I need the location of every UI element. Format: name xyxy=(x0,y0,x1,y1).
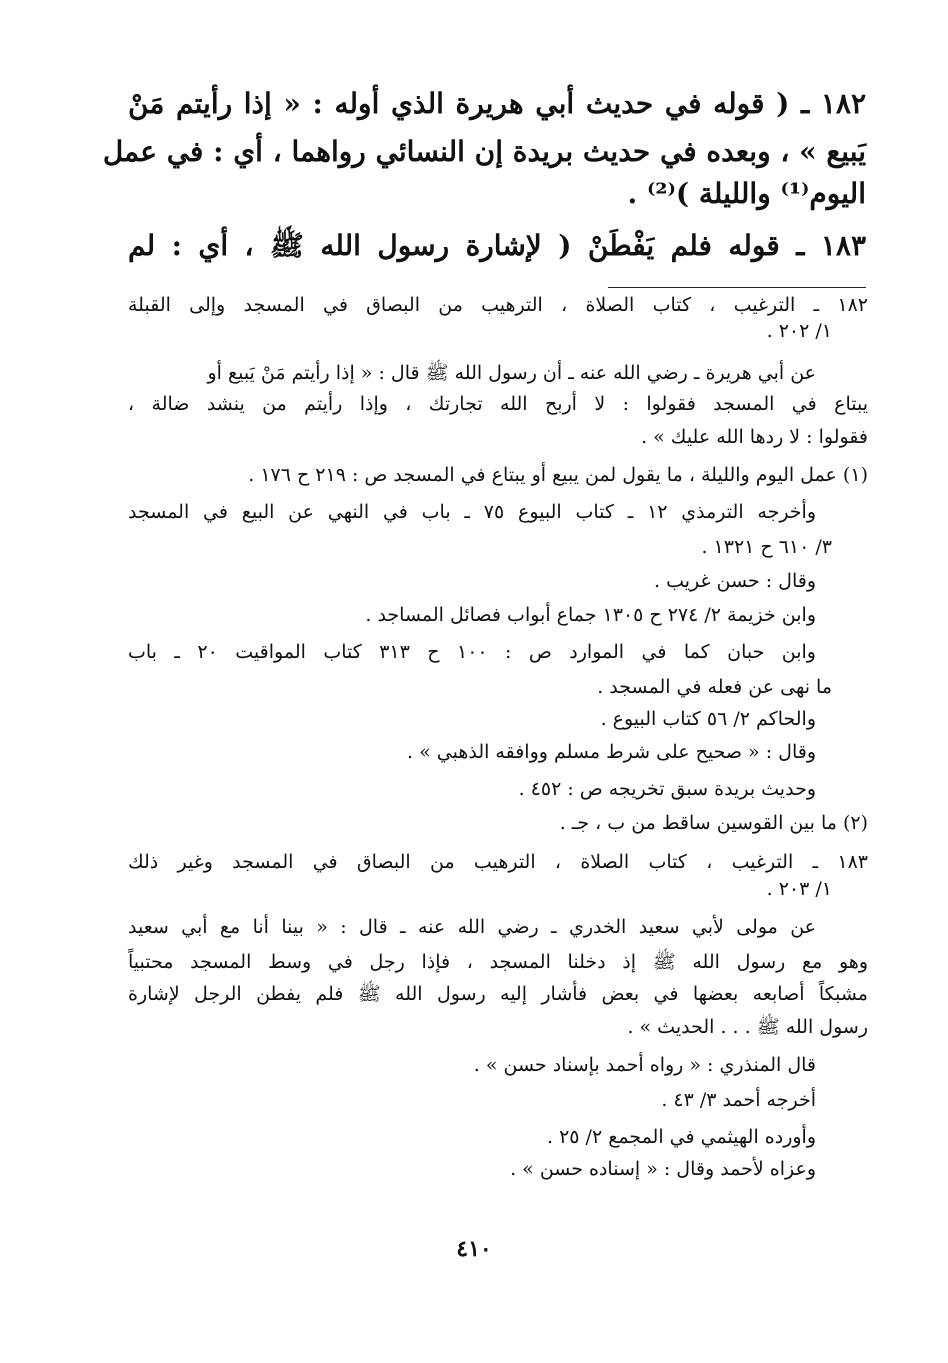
footnote-1-line-9: وقال : « صحيح على شرط مسلم ووافقه الذهبي » . xyxy=(407,741,816,763)
footnote-183-hadith-2: وهو مع رسول الله ﷺ إذ دخلنا المسجد ، فإذا رجل في وسط المسجد محتبياً xyxy=(128,951,868,973)
footnote-183-hadith-3: مشبكاً أصابعه بعضها في بعض فأشار إليه رسول الله ﷺ فلم يفطن الرجل لإشارة xyxy=(128,983,868,1005)
footnote-1-line-1: (١) عمل اليوم والليلة ، ما يقول لمن يبيع أو يبتاع في المسجد ص : ٢١٩ ح ١٧٦ . xyxy=(248,464,868,486)
footnote-183-ref: ١/ ٢٠٣ . xyxy=(766,878,832,900)
footnote-183-hadith-1: عن مولى لأبي سعيد الخدري ـ رضي الله عنه ـ قال : « بينا أنا مع أبي سعيد xyxy=(128,916,816,938)
footnote-separator xyxy=(608,287,866,288)
footnote-182-hadith-1: عن أبي هريرة ـ رضي الله عنه ـ أن رسول الله ﷺ قال : « إذا رأيتم مَنْ يَبيع أو xyxy=(207,362,816,384)
footnote-1-line-2: وأخرجه الترمذي ١٢ ـ كتاب البيوع ٧٥ ـ باب في النهي عن البيع في المسجد xyxy=(128,501,816,523)
footnote-1-line-5: وابن خزيمة ٢/ ٢٧٤ ح ١٣٠٥ جماع أبواب فصائل المساجد . xyxy=(365,604,816,626)
page-number: ٤١٠ xyxy=(456,1236,492,1262)
footnote-183-hadith-4: رسول الله ﷺ . . . الحديث » . xyxy=(627,1016,868,1038)
main-line-4: ١٨٣ ـ قوله فلم يَفْطَنْ ( لإشارة رسول الله ﷺ ، أي : لم xyxy=(128,229,866,262)
footnote-182-heading: ١٨٢ ـ الترغيب ، كتاب الصلاة ، الترهيب من البصاق في المسجد وإلى القبلة xyxy=(128,294,868,316)
footnote-183-line-8: وعزاه لأحمد وقال : « إسناده حسن » . xyxy=(510,1158,816,1180)
footnote-182-ref: ١/ ٢٠٢ . xyxy=(766,320,832,342)
footnote-183-line-6: أخرجه أحمد ٣/ ٤٣ . xyxy=(661,1089,816,1111)
main-line-3: اليوم⁽¹⁾ والليلة )⁽²⁾ . xyxy=(627,177,866,210)
footnote-182-hadith-2: يبتاع في المسجد فقولوا : لا أربح الله تجارتك ، وإذا رأيتم من ينشد ضالة ، xyxy=(128,393,868,415)
footnote-183-line-5: قال المنذري : « رواه أحمد بإسناد حسن » . xyxy=(473,1054,816,1076)
footnote-1-line-10: وحديث بريدة سبق تخريجه ص : ٤٥٢ . xyxy=(518,778,816,800)
footnote-183-line-7: وأورده الهيثمي في المجمع ٢/ ٢٥ . xyxy=(546,1126,816,1148)
footnote-183-heading: ١٨٣ ـ الترغيب ، كتاب الصلاة ، الترهيب من البصاق في المسجد وغير ذلك xyxy=(128,851,868,873)
footnote-1-line-6: وابن حبان كما في الموارد ص : ١٠٠ ح ٣١٣ كتاب المواقيت ٢٠ ـ باب xyxy=(128,641,816,663)
footnote-1-line-7: ما نهى عن فعله في المسجد . xyxy=(597,676,832,698)
footnote-1-line-3: ٣/ ٦١٠ ح ١٣٢١ . xyxy=(701,536,832,558)
footnote-1-line-4: وقال : حسن غريب . xyxy=(654,570,816,592)
footnote-182-hadith-3: فقولوا : لا ردها الله عليك » . xyxy=(641,426,868,448)
main-line-2: يَبيع » ، وبعده في حديث بريدة إن النسائي رواهما ، أي : في عمل xyxy=(102,135,866,168)
footnote-1-line-8: والحاكم ٢/ ٥٦ كتاب البيوع . xyxy=(600,708,816,730)
footnote-2: (٢) ما بين القوسين ساقط من ب ، جـ . xyxy=(559,812,868,834)
main-line-1: ١٨٢ ـ ( قوله في حديث أبي هريرة الذي أوله : « إذا رأيتم مَنْ xyxy=(128,87,866,120)
